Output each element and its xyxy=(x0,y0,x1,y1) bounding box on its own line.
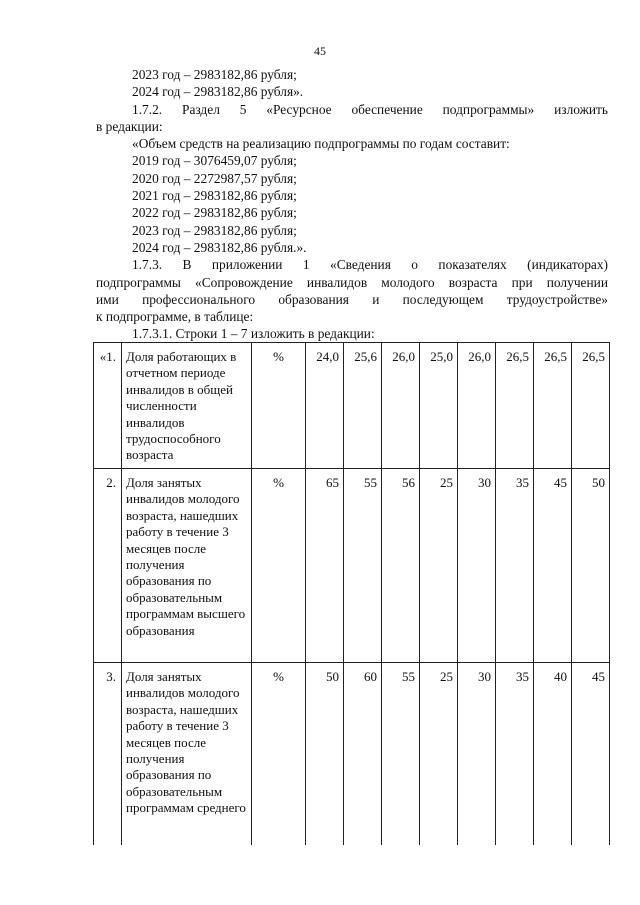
text-line: к подпрограмме, в таблице: xyxy=(96,309,254,325)
value-cell: 24,0 xyxy=(306,343,344,469)
value-cell: 26,5 xyxy=(534,343,572,469)
indicators-table xyxy=(93,342,610,845)
row-number: «1. xyxy=(94,343,122,469)
text-line: подпрограммы «Сопровождение инвалидов молодого возраста при получении xyxy=(96,274,608,290)
text-line: 2024 год – 2983182,86 рубля.». xyxy=(132,239,307,255)
table-row xyxy=(94,663,610,845)
text-line: 1.7.3. В приложении 1 «Сведения о показателях (индикаторах) xyxy=(132,257,608,273)
text-line: 2020 год – 2272987,57 рубля; xyxy=(132,170,297,186)
value-cell: 35 xyxy=(496,663,534,845)
text-line: 2024 год – 2983182,86 рубля». xyxy=(132,84,304,100)
value-cell: 40 xyxy=(534,663,572,845)
text-line: 2021 год – 2983182,86 рубля; xyxy=(132,188,297,204)
value-cell: 45 xyxy=(534,469,572,663)
unit-cell: % xyxy=(252,469,306,663)
value-cell: 56 xyxy=(382,469,420,663)
value-cell: 25 xyxy=(420,663,458,845)
value-cell: 26,5 xyxy=(496,343,534,469)
value-cell: 30 xyxy=(458,469,496,663)
value-cell: 26,0 xyxy=(382,343,420,469)
indicator-name: Доля работающих в отчетном периоде инвалидов в общей численности инвалидов трудоспособного возраста xyxy=(122,343,252,469)
text-line: 2023 год – 2983182,86 рубля; xyxy=(132,222,297,238)
value-cell: 50 xyxy=(572,469,610,663)
value-cell: 55 xyxy=(344,469,382,663)
text-line: «Объем средств на реализацию подпрограммы по годам составит: xyxy=(132,136,510,152)
table-row xyxy=(94,469,610,663)
page-number: 45 xyxy=(314,44,326,58)
value-cell: 30 xyxy=(458,663,496,845)
value-cell: 65 xyxy=(306,469,344,663)
value-cell: 25 xyxy=(420,469,458,663)
value-cell: 26,0 xyxy=(458,343,496,469)
text-line: 1.7.3.1. Строки 1 – 7 изложить в редакции: xyxy=(132,326,375,342)
text-line: в редакции: xyxy=(96,118,163,134)
indicator-name: Доля занятых инвалидов молодого возраста, нашедших работу в течение 3 месяцев после получения образования по образовательным программам среднего xyxy=(122,663,252,845)
indicator-name: Доля занятых инвалидов молодого возраста, нашедших работу в течение 3 месяцев после получения образования по образовательным программам высшего образования xyxy=(122,469,252,663)
value-cell: 60 xyxy=(344,663,382,845)
value-cell: 50 xyxy=(306,663,344,845)
value-cell: 55 xyxy=(382,663,420,845)
value-cell: 35 xyxy=(496,469,534,663)
text-line: ими профессионального образования и последующем трудоустройстве» xyxy=(96,291,608,307)
row-number: 2. xyxy=(94,469,122,663)
value-cell: 45 xyxy=(572,663,610,845)
document-body xyxy=(96,66,608,343)
value-cell: 26,5 xyxy=(572,343,610,469)
value-cell: 25,0 xyxy=(420,343,458,469)
text-line: 2022 год – 2983182,86 рубля; xyxy=(132,205,297,221)
unit-cell: % xyxy=(252,343,306,469)
text-line: 2023 год – 2983182,86 рубля; xyxy=(132,67,297,82)
text-line: 1.7.2. Раздел 5 «Ресурсное обеспечение подпрограммы» изложить xyxy=(132,101,608,117)
value-cell: 25,6 xyxy=(344,343,382,469)
table-row xyxy=(94,343,610,469)
row-number: 3. xyxy=(94,663,122,845)
text-line: 2019 год – 3076459,07 рубля; xyxy=(132,153,297,169)
unit-cell: % xyxy=(252,663,306,845)
